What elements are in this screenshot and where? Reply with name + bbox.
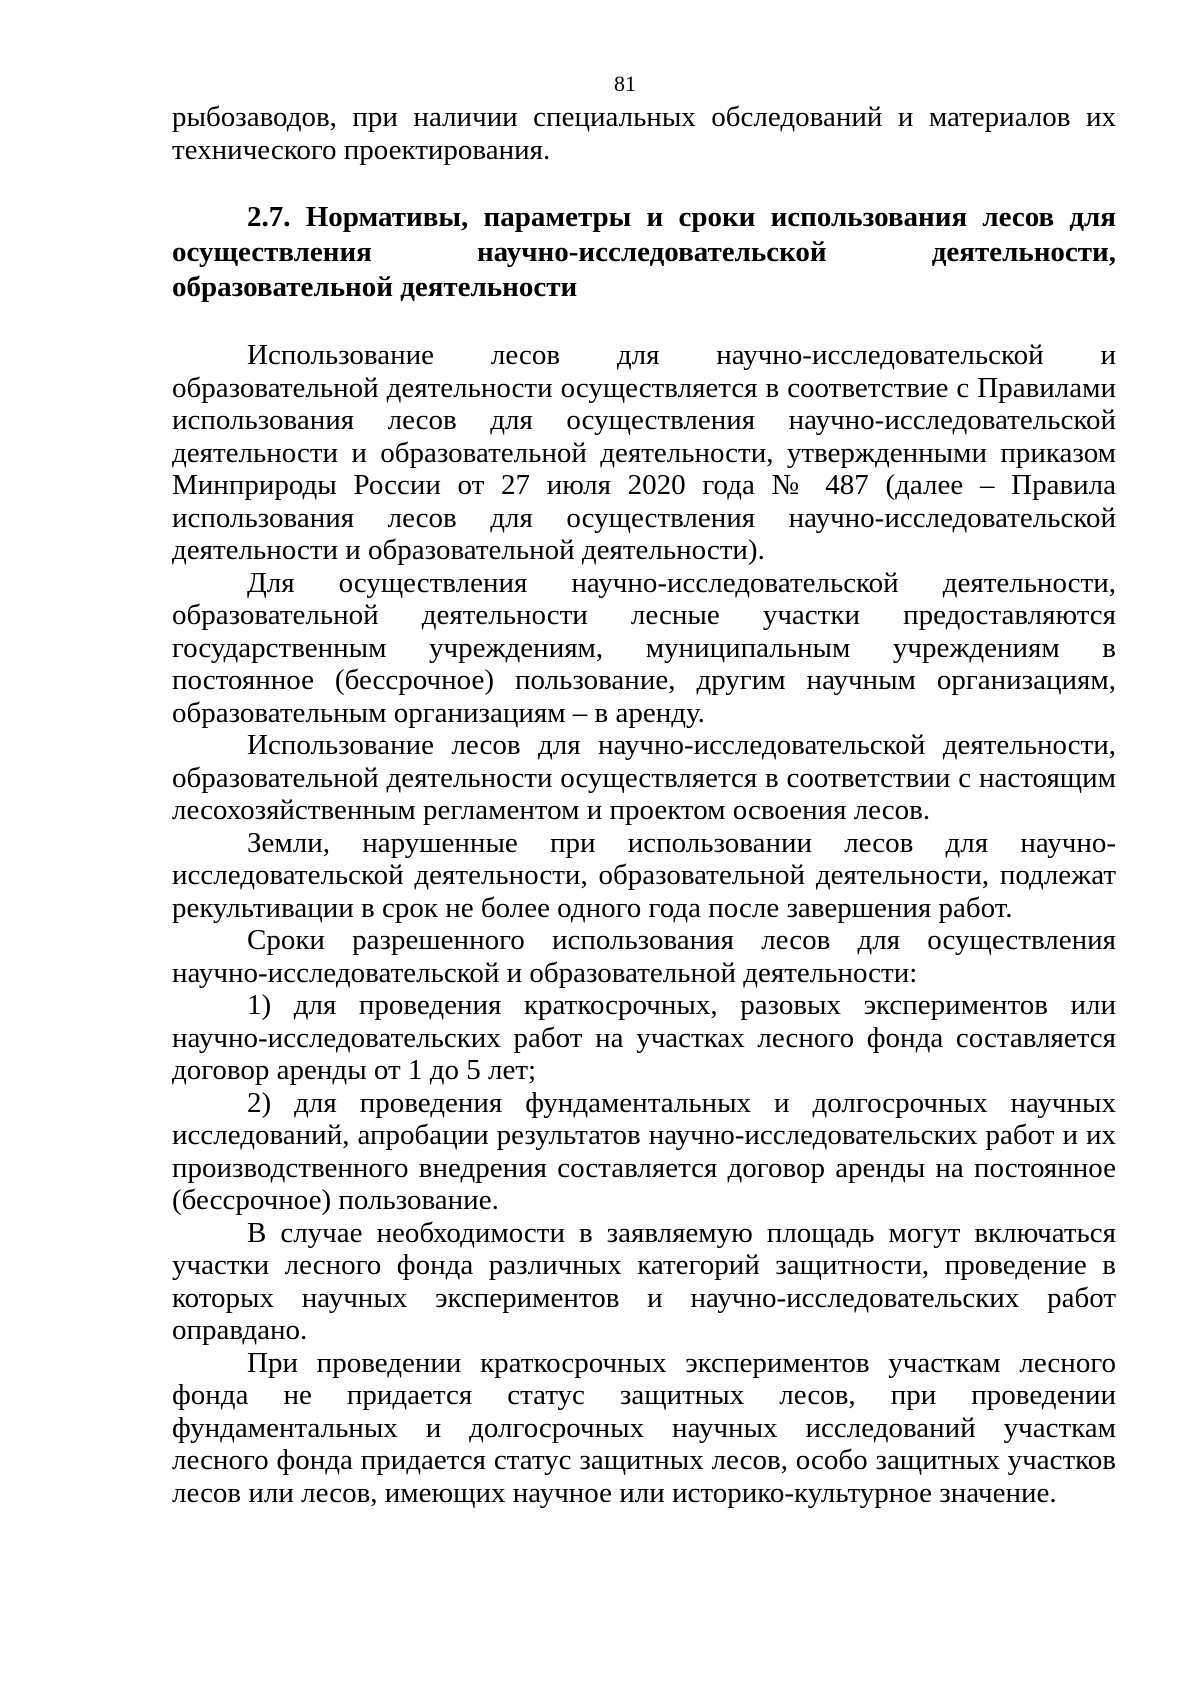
document-body [172,101,1116,1509]
paragraph-6: В случае необходимости в заявляемую площадь могут включаться участки лесного фонда различных категорий защитности, проведение в которых научных экспериментов и научно-исследовательских работ оправдано. [172,1216,1116,1346]
paragraph-3: Использование лесов для научно-исследовательской деятельности, образовательной деятельности осуществляется в соответствии с настоящим лесохозяйственным регламентом и проектом освоения лесов. [172,729,1116,826]
continuation-paragraph: рыбозаводов, при наличии специальных обследований и материалов их технического проектирования. [172,101,1116,166]
paragraph-5: Сроки разрешенного использования лесов для осуществления научно-исследовательской и образовательной деятельности: [172,924,1116,989]
paragraph-2: Для осуществления научно-исследовательской деятельности, образовательной деятельности лесные участки предоставляются государственным учреждениям, муниципальным учреждениям в постоянное (бессрочное) пользование, другим научным организациям, образовательным организациям – в аренду. [172,566,1116,729]
page-number: 81 [614,71,636,96]
paragraph-1: Использование лесов для научно-исследовательской и образовательной деятельности осуществляется в соответствие с Правилами использования лесов для осуществления научно-исследовательской деятельности и образовательной деятельности, утвержденными приказом Минприроды России от 27 июля 2020 года № 487 (далее – Правила использования лесов для осуществления научно-исследовательской деятельности и образовательной деятельности). [172,339,1116,566]
list-item-1: 1) для проведения краткосрочных, разовых экспериментов или научно-исследовательских работ на участках лесного фонда составляется договор аренды от 1 до 5 лет; [172,989,1116,1086]
paragraph-7: При проведении краткосрочных экспериментов участкам лесного фонда не придается статус защитных лесов, при проведении фундаментальных и долгосрочных научных исследований участкам лесного фонда придается статус защитных лесов, особо защитных участков лесов или лесов, имеющих научное или историко-культурное значение. [172,1346,1116,1509]
section-heading: 2.7. Нормативы, параметры и сроки использования лесов для осуществления научно-исследовательской деятельности, образовательной деятельности [172,201,1116,303]
paragraph-4: Земли, нарушенные при использовании лесов для научно-исследовательской деятельности, образовательной деятельности, подлежат рекультивации в срок не более одного года после завершения работ. [172,826,1116,924]
list-item-2: 2) для проведения фундаментальных и долгосрочных научных исследований, апробации результатов научно-исследовательских работ и их производственного внедрения составляется договор аренды на постоянное (бессрочное) пользование. [172,1086,1116,1216]
